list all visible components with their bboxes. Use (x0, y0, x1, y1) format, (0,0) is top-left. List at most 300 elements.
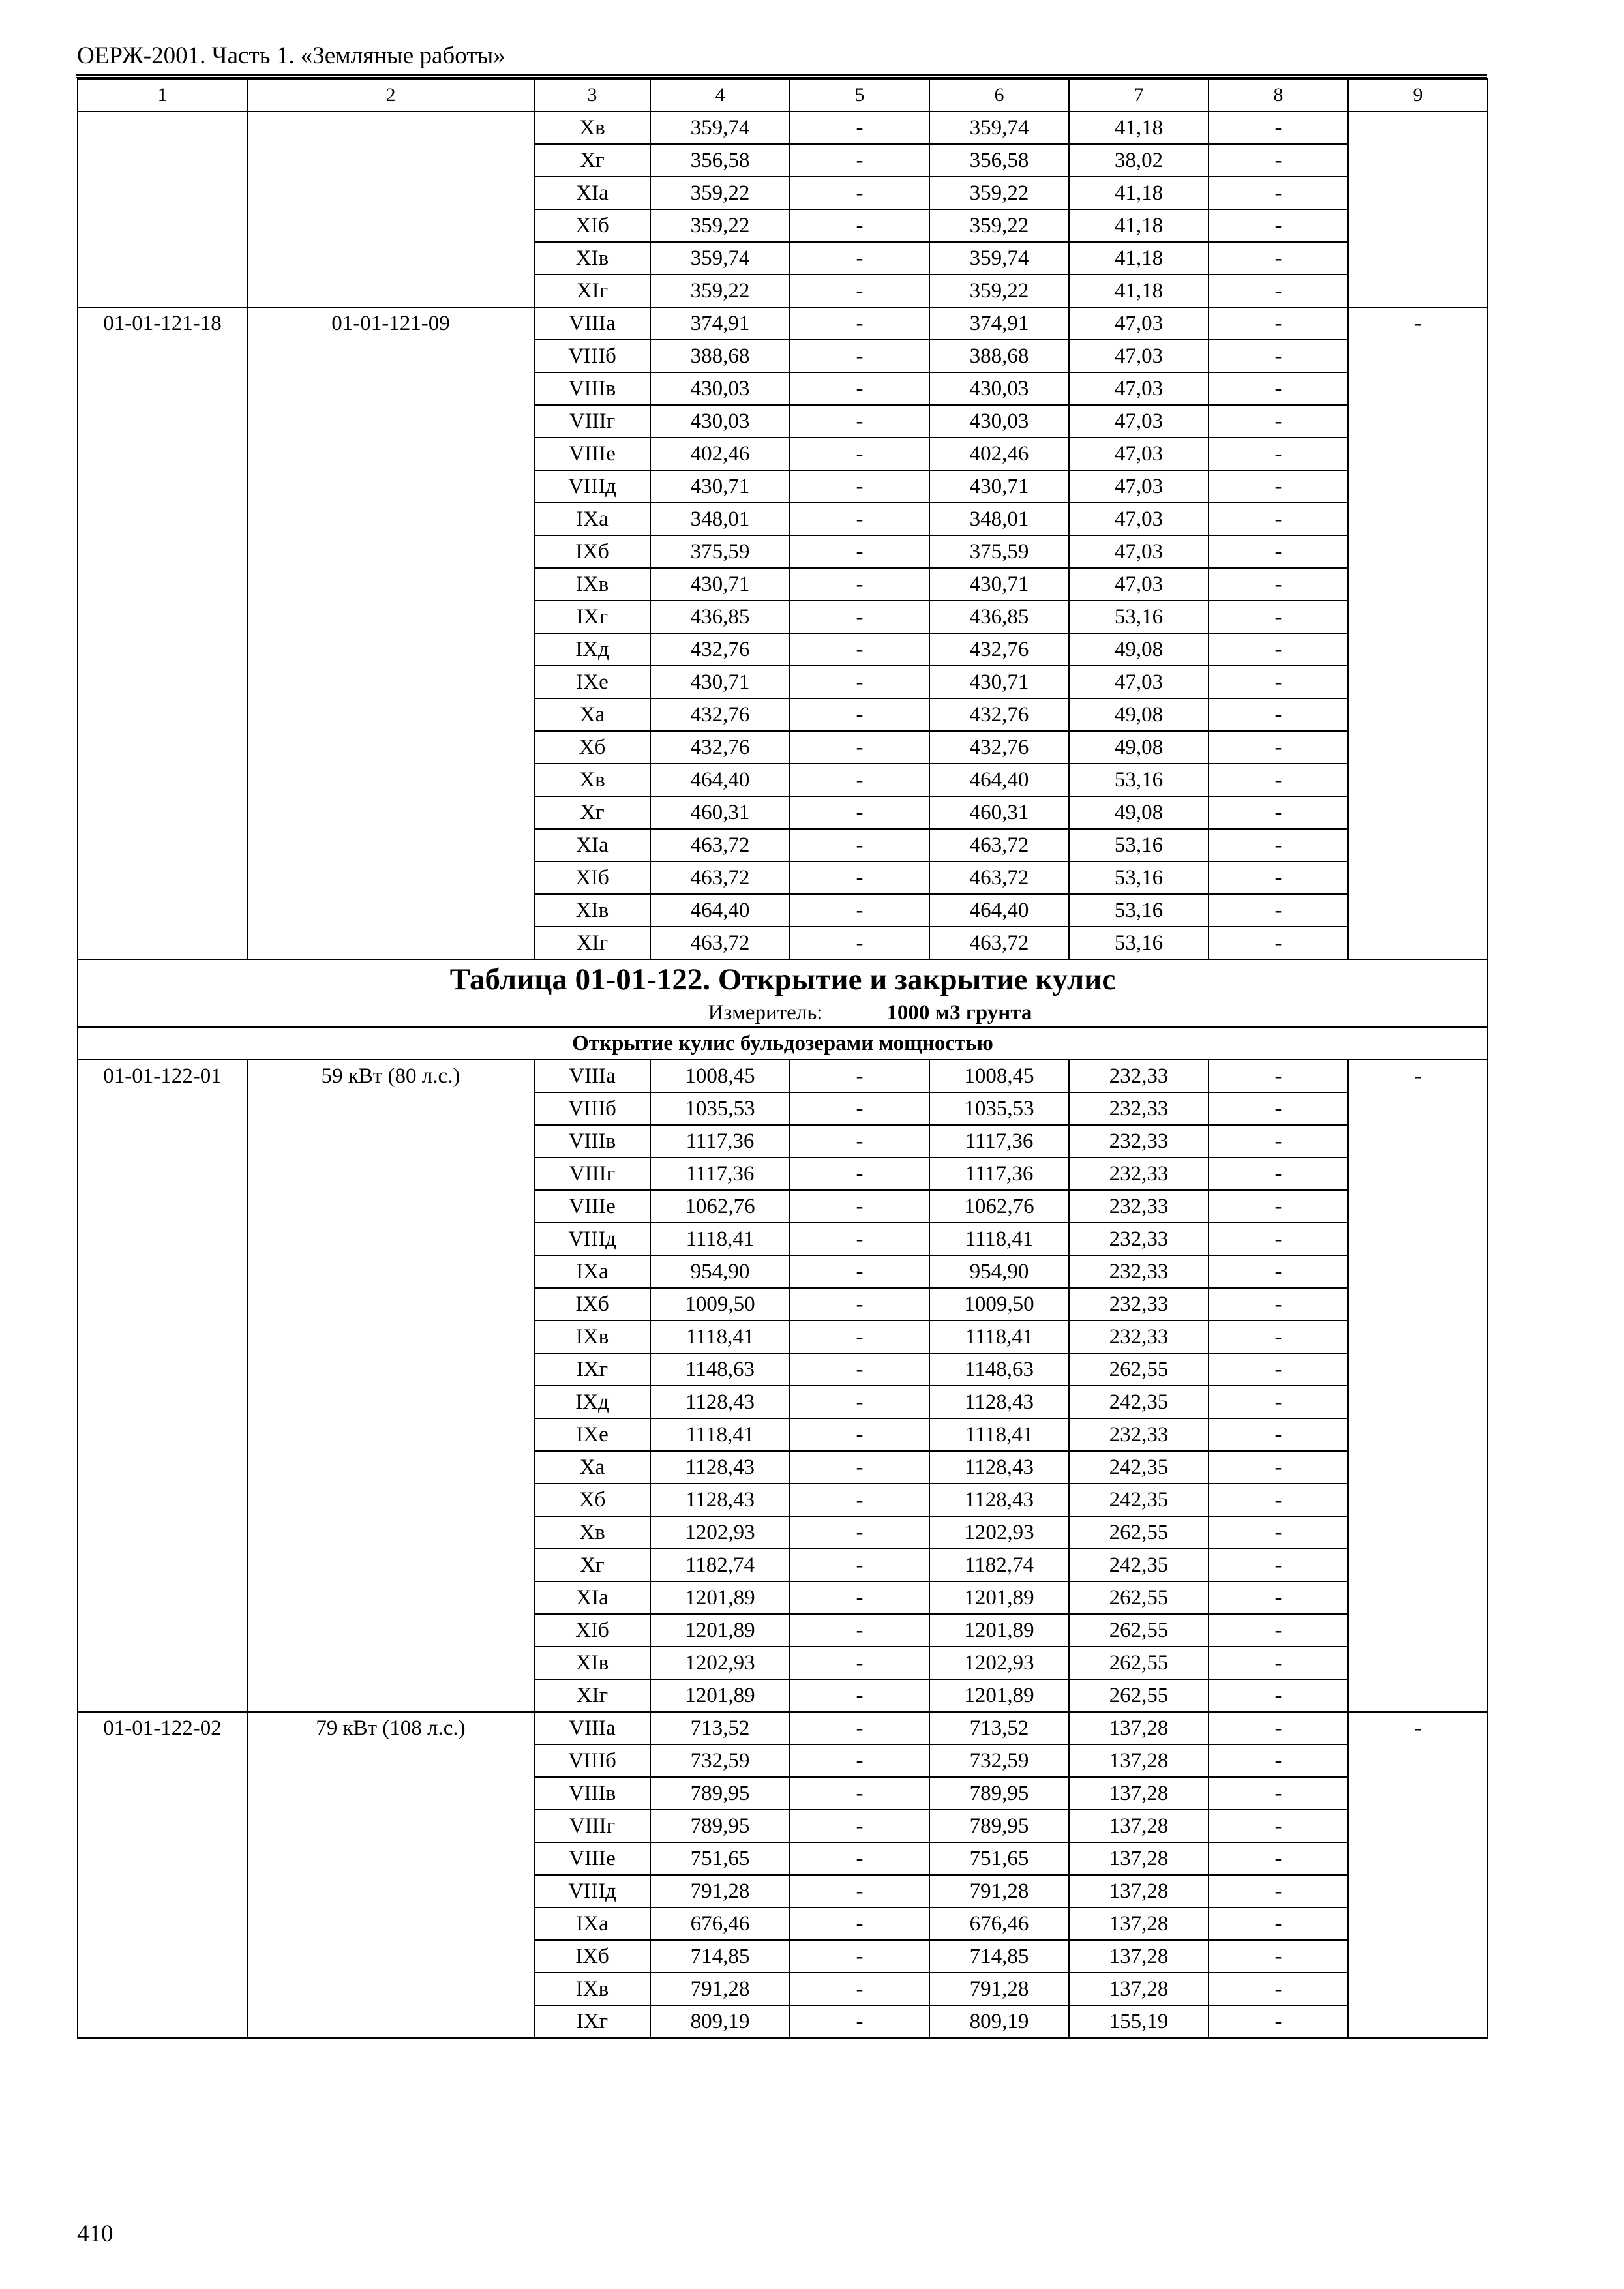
labor-cost: - (790, 1255, 929, 1288)
resource-name (247, 112, 534, 307)
materials-cost: - (1209, 1940, 1348, 1973)
materials-cost: - (1209, 1647, 1348, 1679)
direct-cost: 1202,93 (650, 1516, 790, 1549)
direct-cost: 1035,53 (650, 1092, 790, 1125)
running-header: ОЕРЖ-2001. Часть 1. «Земляные работы» (77, 42, 505, 69)
labor-cost: - (790, 1940, 929, 1973)
direct-cost: 714,85 (650, 1940, 790, 1973)
operator-wage: 47,03 (1069, 340, 1209, 372)
materials-cost: - (1209, 372, 1348, 405)
direct-cost: 359,22 (650, 275, 790, 307)
labor-cost: - (790, 1484, 929, 1516)
labor-cost: - (790, 242, 929, 275)
soil-group: IXв (534, 568, 650, 601)
machine-cost: 1201,89 (929, 1581, 1069, 1614)
operator-wage: 38,02 (1069, 144, 1209, 177)
labor-cost: - (790, 927, 929, 959)
col9-value: - (1348, 307, 1488, 959)
direct-cost: 1202,93 (650, 1647, 790, 1679)
machine-cost: 751,65 (929, 1842, 1069, 1875)
labor-cost: - (790, 1842, 929, 1875)
operator-wage: 155,19 (1069, 2005, 1209, 2038)
labor-cost: - (790, 1647, 929, 1679)
materials-cost: - (1209, 927, 1348, 959)
direct-cost: 359,74 (650, 242, 790, 275)
direct-cost: 402,46 (650, 438, 790, 470)
soil-group: Xг (534, 796, 650, 829)
direct-cost: 1117,36 (650, 1158, 790, 1190)
machine-cost: 432,76 (929, 731, 1069, 764)
col9-value: - (1348, 1712, 1488, 2038)
machine-cost: 713,52 (929, 1712, 1069, 1744)
materials-cost: - (1209, 1092, 1348, 1125)
soil-group: XIб (534, 861, 650, 894)
operator-wage: 262,55 (1069, 1353, 1209, 1386)
resource-name: 59 кВт (80 л.с.) (247, 1060, 534, 1712)
soil-group: Xa (534, 1451, 650, 1484)
operator-wage: 47,03 (1069, 568, 1209, 601)
labor-cost: - (790, 1908, 929, 1940)
table-body (78, 79, 1488, 2038)
soil-group: VIIIб (534, 1744, 650, 1777)
machine-cost: 348,01 (929, 503, 1069, 535)
labor-cost: - (790, 633, 929, 666)
direct-cost: 1201,89 (650, 1581, 790, 1614)
direct-cost: 359,22 (650, 177, 790, 209)
labor-cost: - (790, 1288, 929, 1321)
machine-cost: 432,76 (929, 633, 1069, 666)
soil-group: XIa (534, 829, 650, 861)
operator-wage: 47,03 (1069, 470, 1209, 503)
soil-group: XIб (534, 1614, 650, 1647)
operator-wage: 41,18 (1069, 177, 1209, 209)
soil-group: Xв (534, 112, 650, 144)
operator-wage: 47,03 (1069, 503, 1209, 535)
operator-wage: 53,16 (1069, 829, 1209, 861)
labor-cost: - (790, 698, 929, 731)
direct-cost: 464,40 (650, 764, 790, 796)
direct-cost: 1201,89 (650, 1614, 790, 1647)
direct-cost: 809,19 (650, 2005, 790, 2038)
materials-cost: - (1209, 1321, 1348, 1353)
labor-cost: - (790, 796, 929, 829)
materials-cost: - (1209, 633, 1348, 666)
machine-cost: 430,71 (929, 470, 1069, 503)
materials-cost: - (1209, 438, 1348, 470)
direct-cost: 430,71 (650, 470, 790, 503)
materials-cost: - (1209, 1973, 1348, 2005)
operator-wage: 53,16 (1069, 764, 1209, 796)
materials-cost: - (1209, 1581, 1348, 1614)
materials-cost: - (1209, 144, 1348, 177)
machine-cost: 1128,43 (929, 1484, 1069, 1516)
soil-group: Xг (534, 1549, 650, 1581)
labor-cost: - (790, 1223, 929, 1255)
machine-cost: 1201,89 (929, 1679, 1069, 1712)
labor-cost: - (790, 1777, 929, 1810)
materials-cost: - (1209, 1744, 1348, 1777)
materials-cost: - (1209, 1125, 1348, 1158)
soil-group: Xa (534, 698, 650, 731)
machine-cost: 463,72 (929, 927, 1069, 959)
soil-group: XIa (534, 1581, 650, 1614)
soil-group: IXб (534, 1288, 650, 1321)
materials-cost: - (1209, 1614, 1348, 1647)
machine-cost: 432,76 (929, 698, 1069, 731)
direct-cost: 1118,41 (650, 1418, 790, 1451)
machine-cost: 676,46 (929, 1908, 1069, 1940)
soil-group: Xв (534, 1516, 650, 1549)
direct-cost: 463,72 (650, 861, 790, 894)
soil-group: XIб (534, 209, 650, 242)
direct-cost: 356,58 (650, 144, 790, 177)
operator-wage: 41,18 (1069, 209, 1209, 242)
materials-cost: - (1209, 1190, 1348, 1223)
operator-wage: 137,28 (1069, 1842, 1209, 1875)
soil-group: VIIIг (534, 405, 650, 438)
machine-cost: 359,74 (929, 112, 1069, 144)
materials-cost: - (1209, 1353, 1348, 1386)
materials-cost: - (1209, 731, 1348, 764)
labor-cost: - (790, 1712, 929, 1744)
soil-group: VIIIд (534, 1223, 650, 1255)
direct-cost: 751,65 (650, 1842, 790, 1875)
materials-cost: - (1209, 177, 1348, 209)
operator-wage: 232,33 (1069, 1092, 1209, 1125)
soil-group: VIIIд (534, 470, 650, 503)
soil-group: IXд (534, 633, 650, 666)
operator-wage: 232,33 (1069, 1321, 1209, 1353)
labor-cost: - (790, 177, 929, 209)
machine-cost: 436,85 (929, 601, 1069, 633)
resource-code: 01-01-122-01 (78, 1060, 247, 1712)
soil-group: IXб (534, 1940, 650, 1973)
materials-cost: - (1209, 1484, 1348, 1516)
soil-group: Xб (534, 731, 650, 764)
meter-line (83, 999, 1482, 1026)
column-number: 2 (247, 79, 534, 112)
column-number: 8 (1209, 79, 1348, 112)
direct-cost: 789,95 (650, 1810, 790, 1842)
column-number: 4 (650, 79, 790, 112)
materials-cost: - (1209, 1712, 1348, 1744)
operator-wage: 137,28 (1069, 1973, 1209, 2005)
soil-group: VIIIa (534, 1060, 650, 1092)
machine-cost: 789,95 (929, 1810, 1069, 1842)
table-title-row (78, 959, 1488, 1027)
machine-cost: 464,40 (929, 894, 1069, 927)
soil-group: IXa (534, 503, 650, 535)
operator-wage: 53,16 (1069, 861, 1209, 894)
operator-wage: 242,35 (1069, 1386, 1209, 1418)
table-title-cell (78, 959, 1488, 1027)
labor-cost: - (790, 307, 929, 340)
materials-cost: - (1209, 1777, 1348, 1810)
resource-code: 01-01-122-02 (78, 1712, 247, 2038)
labor-cost: - (790, 1679, 929, 1712)
operator-wage: 137,28 (1069, 1777, 1209, 1810)
machine-cost: 1128,43 (929, 1386, 1069, 1418)
soil-group: XIв (534, 242, 650, 275)
machine-cost: 1148,63 (929, 1353, 1069, 1386)
machine-cost: 1118,41 (929, 1223, 1069, 1255)
materials-cost: - (1209, 1451, 1348, 1484)
table-row (78, 1060, 1488, 1092)
soil-group: XIг (534, 275, 650, 307)
direct-cost: 463,72 (650, 829, 790, 861)
labor-cost: - (790, 601, 929, 633)
machine-cost: 1009,50 (929, 1288, 1069, 1321)
labor-cost: - (790, 829, 929, 861)
machine-cost: 463,72 (929, 829, 1069, 861)
operator-wage: 137,28 (1069, 1940, 1209, 1973)
subsection-title: Открытие кулис бульдозерами мощностью (78, 1027, 1488, 1060)
materials-cost: - (1209, 275, 1348, 307)
labor-cost: - (790, 666, 929, 698)
direct-cost: 430,03 (650, 405, 790, 438)
machine-cost: 809,19 (929, 2005, 1069, 2038)
resource-code: 01-01-121-18 (78, 307, 247, 959)
machine-cost: 430,03 (929, 405, 1069, 438)
machine-cost: 402,46 (929, 438, 1069, 470)
operator-wage: 262,55 (1069, 1516, 1209, 1549)
operator-wage: 232,33 (1069, 1060, 1209, 1092)
labor-cost: - (790, 731, 929, 764)
direct-cost: 676,46 (650, 1908, 790, 1940)
direct-cost: 348,01 (650, 503, 790, 535)
direct-cost: 954,90 (650, 1255, 790, 1288)
machine-cost: 732,59 (929, 1744, 1069, 1777)
labor-cost: - (790, 1614, 929, 1647)
direct-cost: 1008,45 (650, 1060, 790, 1092)
machine-cost: 1128,43 (929, 1451, 1069, 1484)
labor-cost: - (790, 1581, 929, 1614)
soil-group: VIIIе (534, 1190, 650, 1223)
soil-group: IXе (534, 666, 650, 698)
materials-cost: - (1209, 1842, 1348, 1875)
soil-group: VIIIв (534, 1125, 650, 1158)
operator-wage: 41,18 (1069, 112, 1209, 144)
machine-cost: 789,95 (929, 1777, 1069, 1810)
operator-wage: 242,35 (1069, 1484, 1209, 1516)
labor-cost: - (790, 340, 929, 372)
machine-cost: 1182,74 (929, 1549, 1069, 1581)
soil-group: IXе (534, 1418, 650, 1451)
materials-cost: - (1209, 1516, 1348, 1549)
direct-cost: 430,03 (650, 372, 790, 405)
operator-wage: 262,55 (1069, 1581, 1209, 1614)
direct-cost: 713,52 (650, 1712, 790, 1744)
machine-cost: 430,71 (929, 568, 1069, 601)
machine-cost: 356,58 (929, 144, 1069, 177)
labor-cost: - (790, 535, 929, 568)
operator-wage: 41,18 (1069, 275, 1209, 307)
machine-cost: 1118,41 (929, 1321, 1069, 1353)
labor-cost: - (790, 1158, 929, 1190)
direct-cost: 359,74 (650, 112, 790, 144)
labor-cost: - (790, 503, 929, 535)
direct-cost: 464,40 (650, 894, 790, 927)
machine-cost: 791,28 (929, 1875, 1069, 1908)
resource-name: 79 кВт (108 л.с.) (247, 1712, 534, 2038)
direct-cost: 1118,41 (650, 1223, 790, 1255)
direct-cost: 432,76 (650, 698, 790, 731)
column-number: 1 (78, 79, 247, 112)
materials-cost: - (1209, 209, 1348, 242)
machine-cost: 388,68 (929, 340, 1069, 372)
soil-group: VIIIг (534, 1810, 650, 1842)
operator-wage: 49,08 (1069, 633, 1209, 666)
soil-group: VIIIa (534, 1712, 650, 1744)
operator-wage: 262,55 (1069, 1647, 1209, 1679)
direct-cost: 1128,43 (650, 1484, 790, 1516)
labor-cost: - (790, 405, 929, 438)
labor-cost: - (790, 568, 929, 601)
materials-cost: - (1209, 503, 1348, 535)
machine-cost: 1008,45 (929, 1060, 1069, 1092)
operator-wage: 47,03 (1069, 438, 1209, 470)
price-table (77, 78, 1488, 2039)
materials-cost: - (1209, 112, 1348, 144)
labor-cost: - (790, 1973, 929, 2005)
labor-cost: - (790, 470, 929, 503)
operator-wage: 53,16 (1069, 601, 1209, 633)
operator-wage: 137,28 (1069, 1875, 1209, 1908)
direct-cost: 375,59 (650, 535, 790, 568)
labor-cost: - (790, 1092, 929, 1125)
operator-wage: 47,03 (1069, 666, 1209, 698)
labor-cost: - (790, 1810, 929, 1842)
machine-cost: 1062,76 (929, 1190, 1069, 1223)
soil-group: IXг (534, 2005, 650, 2038)
column-number: 7 (1069, 79, 1209, 112)
meter-value: 1000 м3 грунта (886, 1001, 1032, 1025)
machine-cost: 374,91 (929, 307, 1069, 340)
labor-cost: - (790, 112, 929, 144)
col9-value (1348, 112, 1488, 307)
materials-cost: - (1209, 340, 1348, 372)
labor-cost: - (790, 438, 929, 470)
direct-cost: 791,28 (650, 1875, 790, 1908)
operator-wage: 137,28 (1069, 1908, 1209, 1940)
direct-cost: 432,76 (650, 633, 790, 666)
materials-cost: - (1209, 698, 1348, 731)
resource-name: 01-01-121-09 (247, 307, 534, 959)
soil-group: XIa (534, 177, 650, 209)
soil-group: XIв (534, 894, 650, 927)
materials-cost: - (1209, 1255, 1348, 1288)
soil-group: VIIIе (534, 438, 650, 470)
machine-cost: 1202,93 (929, 1647, 1069, 1679)
direct-cost: 1201,89 (650, 1679, 790, 1712)
direct-cost: 374,91 (650, 307, 790, 340)
operator-wage: 49,08 (1069, 698, 1209, 731)
materials-cost: - (1209, 535, 1348, 568)
column-number: 6 (929, 79, 1069, 112)
labor-cost: - (790, 275, 929, 307)
labor-cost: - (790, 1451, 929, 1484)
soil-group: VIIIв (534, 1777, 650, 1810)
machine-cost: 1035,53 (929, 1092, 1069, 1125)
soil-group: IXг (534, 1353, 650, 1386)
operator-wage: 53,16 (1069, 894, 1209, 927)
direct-cost: 430,71 (650, 568, 790, 601)
materials-cost: - (1209, 1549, 1348, 1581)
machine-cost: 463,72 (929, 861, 1069, 894)
table-row (78, 307, 1488, 340)
machine-cost: 375,59 (929, 535, 1069, 568)
header-rule (76, 74, 1487, 76)
column-number: 5 (790, 79, 929, 112)
labor-cost: - (790, 144, 929, 177)
soil-group: VIIIa (534, 307, 650, 340)
operator-wage: 47,03 (1069, 372, 1209, 405)
column-number-row (78, 79, 1488, 112)
soil-group: IXa (534, 1255, 650, 1288)
materials-cost: - (1209, 242, 1348, 275)
operator-wage: 53,16 (1069, 927, 1209, 959)
direct-cost: 732,59 (650, 1744, 790, 1777)
labor-cost: - (790, 1190, 929, 1223)
soil-group: IXв (534, 1973, 650, 2005)
meter-label: Измеритель: (708, 1001, 823, 1025)
soil-group: VIIIд (534, 1875, 650, 1908)
materials-cost: - (1209, 829, 1348, 861)
labor-cost: - (790, 1353, 929, 1386)
operator-wage: 49,08 (1069, 796, 1209, 829)
soil-group: IXд (534, 1386, 650, 1418)
operator-wage: 232,33 (1069, 1190, 1209, 1223)
labor-cost: - (790, 1875, 929, 1908)
direct-cost: 359,22 (650, 209, 790, 242)
materials-cost: - (1209, 1158, 1348, 1190)
materials-cost: - (1209, 1810, 1348, 1842)
soil-group: IXв (534, 1321, 650, 1353)
machine-cost: 430,71 (929, 666, 1069, 698)
soil-group: VIIIб (534, 340, 650, 372)
soil-group: Xв (534, 764, 650, 796)
soil-group: XIв (534, 1647, 650, 1679)
direct-cost: 1128,43 (650, 1386, 790, 1418)
materials-cost: - (1209, 2005, 1348, 2038)
table-row (78, 1712, 1488, 1744)
col9-value: - (1348, 1060, 1488, 1712)
direct-cost: 1148,63 (650, 1353, 790, 1386)
materials-cost: - (1209, 1288, 1348, 1321)
machine-cost: 1117,36 (929, 1158, 1069, 1190)
operator-wage: 137,28 (1069, 1712, 1209, 1744)
soil-group: VIIIг (534, 1158, 650, 1190)
materials-cost: - (1209, 470, 1348, 503)
direct-cost: 463,72 (650, 927, 790, 959)
operator-wage: 47,03 (1069, 307, 1209, 340)
labor-cost: - (790, 1418, 929, 1451)
operator-wage: 242,35 (1069, 1549, 1209, 1581)
column-number: 9 (1348, 79, 1488, 112)
labor-cost: - (790, 1321, 929, 1353)
direct-cost: 430,71 (650, 666, 790, 698)
operator-wage: 47,03 (1069, 535, 1209, 568)
machine-cost: 460,31 (929, 796, 1069, 829)
machine-cost: 359,22 (929, 177, 1069, 209)
materials-cost: - (1209, 1679, 1348, 1712)
machine-cost: 1202,93 (929, 1516, 1069, 1549)
materials-cost: - (1209, 796, 1348, 829)
operator-wage: 232,33 (1069, 1255, 1209, 1288)
labor-cost: - (790, 861, 929, 894)
operator-wage: 232,33 (1069, 1223, 1209, 1255)
operator-wage: 49,08 (1069, 731, 1209, 764)
